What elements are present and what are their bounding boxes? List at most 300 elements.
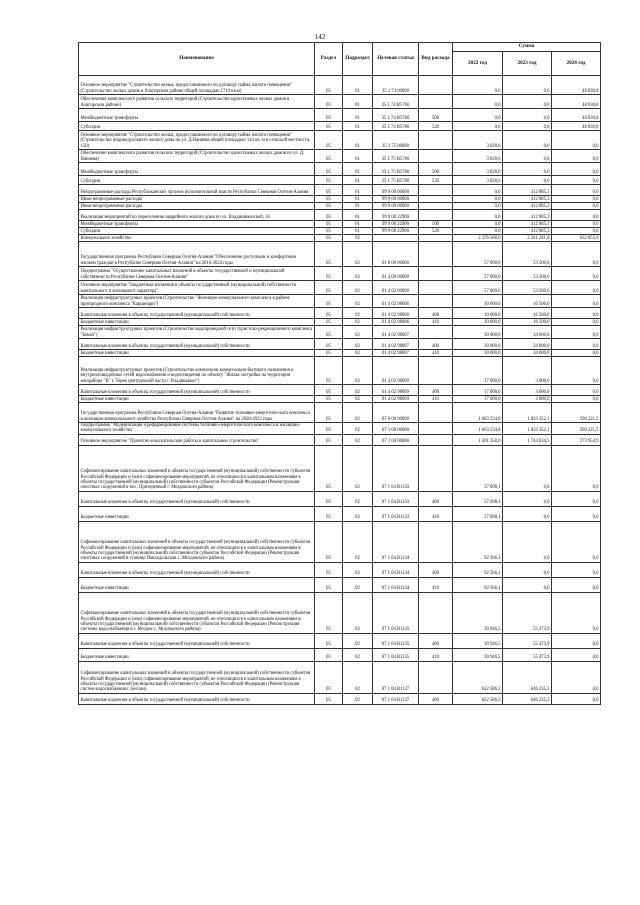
row-sum-2023: 1 833 352,1: [503, 403, 552, 423]
row-target: 01 4 02 98006: [373, 308, 419, 319]
row-subsection: 01: [343, 122, 373, 131]
row-sum-2022: 1 501 358,0: [453, 434, 503, 445]
row-sum-2024: 390 221,5: [552, 423, 601, 435]
row-name: Обеспечение комплексного развития сельских территорий (Строительство одноэтажных жилых домов в Алагирском районе): [79, 95, 315, 109]
table-row: [79, 295, 601, 308]
row-section: 05: [315, 319, 343, 326]
row-section: 05: [315, 350, 343, 357]
row-name: Капитальные вложения в объекты государственной (муниципальной) собственности: [79, 308, 315, 319]
row-section: 05: [315, 445, 343, 491]
row-name: Реализация инфраструктурных проектов (Строительство водопроводной сети туристско-рекреационного комплекса "Бекан"): [79, 326, 315, 339]
row-section: 05: [315, 339, 343, 350]
row-sum-2023: 412 885,3: [503, 203, 552, 210]
row-name: Непрограммные расходы Республиканских органов исполнительной власти Республики Северная Осетия-Алания: [79, 185, 315, 196]
row-expense-type: [419, 661, 453, 693]
row-target: 07 1 04 R1135: [373, 633, 419, 648]
row-name: Капитальные вложения в объекты государственной (муниципальной) собственности: [79, 339, 315, 350]
row-sum-2023: 412 885,3: [503, 221, 552, 228]
row-name: Софинансирование капитальных вложений в объекты государственной (муниципальной) собственности субъектов Российской Федерации и (или) софинансирование мероприятий, не относящихся к капитальным вложениям в объекты государственной (муниципальной) собственности субъектов Российской Федерации (Реконструкция очистных сооружений в станице Павлодольская с. Моздокского района): [79, 521, 315, 562]
table-row: [79, 326, 601, 339]
row-sum-2024: 0,0: [552, 295, 601, 308]
table-row: [79, 308, 601, 319]
table-row: [79, 577, 601, 592]
row-expense-type: [419, 196, 453, 203]
row-expense-type: [419, 521, 453, 562]
row-target: 07 1 04 R1133: [373, 445, 419, 491]
row-name: Бюджетные инвестиции: [79, 350, 315, 357]
row-subsection: 02: [343, 445, 373, 491]
row-expense-type: 410: [419, 350, 453, 357]
row-subsection: 01: [343, 203, 373, 210]
row-sum-2022: 37 698,1: [453, 445, 503, 491]
table-row: [79, 385, 601, 396]
row-target: 35 1 74 R5760: [373, 122, 419, 131]
row-subsection: 01: [343, 176, 373, 185]
row-sum-2022: 3 028,6: [453, 131, 503, 150]
table-row: [79, 693, 601, 704]
row-subsection: 02: [343, 648, 373, 661]
row-name: Основное мероприятие "Строительство жилья, предоставляемого по договору найма жилого помещения" (Строительство жилых домов в Алагирском районе общей площадью 1710 кв.м): [79, 76, 315, 95]
row-sum-2022: 92 566,1: [453, 577, 503, 592]
row-sum-2024: 0,0: [552, 577, 601, 592]
row-section: 05: [315, 661, 343, 693]
table-row: [79, 176, 601, 185]
row-subsection: 02: [343, 693, 373, 704]
row-target: 99 9 00 00000: [373, 203, 419, 210]
row-sum-2023: 34 000,0: [503, 339, 552, 350]
row-name: Основное мероприятие "Проектно-изыскательские работы и капитальное строительство": [79, 434, 315, 445]
row-sum-2024: 0,0: [552, 396, 601, 403]
row-sum-2023: 2 341 241,6: [503, 235, 552, 242]
row-name: Государственная программа Республики Северная Осетия-Алания "Развитие топливно-энергетического комплекса и жилищно-коммунального хозяйства Республики Северная Осетия-Алания" на 2020-2022 годы: [79, 403, 315, 423]
row-subsection: 01: [343, 163, 373, 176]
row-section: 05: [315, 163, 343, 176]
row-section: 05: [315, 203, 343, 210]
table-row: [79, 521, 601, 562]
row-sum-2024: 0,0: [552, 150, 601, 163]
row-sum-2023: 53 500,0: [503, 242, 552, 267]
header-2024: 2024 год: [552, 52, 601, 76]
row-expense-type: 410: [419, 506, 453, 521]
table-row: [79, 235, 601, 242]
row-name: Государственная программа Республики Северная Осетия-Алания "Обеспечение доступным и комфортным жильем граждан в Республике Северная Осетия-Алания" на 2016-2024 годы: [79, 242, 315, 267]
table-row: [79, 203, 601, 210]
table-row: [79, 267, 601, 281]
row-expense-type: [419, 357, 453, 385]
row-section: 05: [315, 491, 343, 506]
row-sum-2022: 3 028,6: [453, 163, 503, 176]
row-sum-2024: 0,0: [552, 163, 601, 176]
row-target: 35 1 75 R5760: [373, 150, 419, 163]
row-name: Софинансирование капитальных вложений в объекты государственной (муниципальной) собственности субъектов Российской Федерации и (или) софинансирование мероприятий, не относящихся к капитальным вложениям в объекты государственной (муниципальной) собственности субъектов Российской Федерации (Реконструкция систем водоснабжения г. Беслан): [79, 661, 315, 693]
row-sum-2023: 412 885,3: [503, 210, 552, 221]
row-name: Капитальные вложения в объекты государственной (муниципальной) собственности: [79, 693, 315, 704]
row-sum-2022: 17 000,0: [453, 385, 503, 396]
row-name: Капитальные вложения в объекты государственной (муниципальной) собственности: [79, 491, 315, 506]
row-section: 05: [315, 150, 343, 163]
row-sum-2024: 0,0: [552, 562, 601, 577]
row-sum-2023: 0,0: [503, 506, 552, 521]
row-sum-2022: 1 663 234,8: [453, 403, 503, 423]
row-expense-type: 520: [419, 122, 453, 131]
row-expense-type: 500: [419, 109, 453, 122]
row-subsection: 02: [343, 661, 373, 693]
row-target: 01 4 02 98006: [373, 319, 419, 326]
row-section: 05: [315, 242, 343, 267]
row-target: 07 0 00 00000: [373, 403, 419, 423]
row-target: 35 1 74 R5760: [373, 95, 419, 109]
row-name: Субсидии: [79, 122, 315, 131]
table-row: [79, 562, 601, 577]
row-name: Коммунальное хозяйство: [79, 235, 315, 242]
row-section: 05: [315, 577, 343, 592]
table-row: [79, 396, 601, 403]
row-subsection: 02: [343, 423, 373, 435]
row-name: Межбюджетные трансферты: [79, 163, 315, 176]
row-expense-type: [419, 423, 453, 435]
table-row: [79, 661, 601, 693]
row-expense-type: [419, 235, 453, 242]
row-subsection: 02: [343, 319, 373, 326]
row-name: Субсидии: [79, 176, 315, 185]
row-target: 01 4 02 98009: [373, 385, 419, 396]
row-sum-2023: 3 000,0: [503, 396, 552, 403]
table-row: [79, 350, 601, 357]
row-sum-2024: 0,0: [552, 267, 601, 281]
row-target: 07 1 00 00000: [373, 423, 419, 435]
row-name: Иные непрограммные расходы: [79, 196, 315, 203]
row-sum-2022: 0,0: [453, 185, 503, 196]
row-sum-2023: 412 885,3: [503, 185, 552, 196]
table-row: [79, 506, 601, 521]
row-name: Реализация инфраструктурных проектов (Строительство "Жилищно-коммунального комплекса в районе пригородного комплекса "Карцинари"): [79, 295, 315, 308]
page-number: 142: [314, 33, 326, 41]
row-name: Межбюджетные трансферты: [79, 109, 315, 122]
table-row: [79, 131, 601, 150]
row-subsection: 02: [343, 577, 373, 592]
row-subsection: 02: [343, 434, 373, 445]
row-sum-2023: 0,0: [503, 562, 552, 577]
row-target: 01 0 00 00000: [373, 242, 419, 267]
table-row: [79, 122, 601, 131]
row-sum-2023: 0,0: [503, 150, 552, 163]
row-sum-2024: 0,0: [552, 506, 601, 521]
row-expense-type: [419, 150, 453, 163]
row-sum-2022: 17 000,0: [453, 357, 503, 385]
row-sum-2024: 0,0: [552, 221, 601, 228]
row-sum-2024: 0,0: [552, 203, 601, 210]
row-expense-type: 410: [419, 396, 453, 403]
row-section: 05: [315, 185, 343, 196]
row-name: Подпрограмма "Модернизация и реформирование системы топливно-энергетического комплекса и жилищно-коммунального хозяйства": [79, 423, 315, 435]
row-sum-2022: 30 946,5: [453, 648, 503, 661]
row-sum-2024: 48 830,8: [552, 95, 601, 109]
row-sum-2023: 16 500,0: [503, 308, 552, 319]
row-sum-2022: 0,0: [453, 196, 503, 203]
row-name: Бюджетные инвестиции: [79, 648, 315, 661]
row-section: 05: [315, 131, 343, 150]
table-row: [79, 109, 601, 122]
row-target: 07 1 04 R1135: [373, 592, 419, 633]
row-name: Софинансирование капитальных вложений в объекты государственной (муниципальной) собственности субъектов Российской Федерации и (или) софинансирование мероприятий, не относящихся к капитальным вложениям в объекты государственной (муниципальной) собственности субъектов Российской Федерации (Реконструкция очистных сооружений в пос. Притеречный г. Моздокского района): [79, 445, 315, 491]
table-row: [79, 434, 601, 445]
row-sum-2022: 3 028,6: [453, 176, 503, 185]
row-target: 07 1 04 R1134: [373, 577, 419, 592]
row-target: 01 4 02 98007: [373, 339, 419, 350]
row-target: 99 9 00 22900: [373, 210, 419, 221]
row-name: Капитальные вложения в объекты государственной (муниципальной) собственности: [79, 633, 315, 648]
row-sum-2023: 0,0: [503, 95, 552, 109]
row-name: Бюджетные инвестиции: [79, 396, 315, 403]
row-sum-2023: 646 235,3: [503, 693, 552, 704]
row-sum-2022: 30 000,0: [453, 326, 503, 339]
row-section: 05: [315, 221, 343, 228]
row-expense-type: 400: [419, 491, 453, 506]
row-sum-2024: 0,0: [552, 131, 601, 150]
row-sum-2024: 390 221,5: [552, 403, 601, 423]
row-name: Субсидии: [79, 228, 315, 235]
row-sum-2024: 273 954,9: [552, 434, 601, 445]
row-section: 05: [315, 76, 343, 95]
row-sum-2024: 0,0: [552, 648, 601, 661]
row-sum-2023: 16 500,0: [503, 319, 552, 326]
row-sum-2022: 1 663 234,8: [453, 423, 503, 435]
row-sum-2022: 92 566,1: [453, 521, 503, 562]
row-sum-2024: 0,0: [552, 176, 601, 185]
row-sum-2022: 0,0: [453, 109, 503, 122]
row-sum-2024: 0,0: [552, 592, 601, 633]
row-subsection: 01: [343, 196, 373, 203]
row-expense-type: 500: [419, 221, 453, 228]
row-expense-type: 520: [419, 176, 453, 185]
row-section: 05: [315, 196, 343, 203]
row-sum-2023: 0,0: [503, 445, 552, 491]
row-subsection: 02: [343, 521, 373, 562]
row-target: 35 1 75 00000: [373, 131, 419, 150]
row-name: Межбюджетные трансферты: [79, 221, 315, 228]
header-2022: 2022 год: [453, 52, 503, 76]
row-sum-2022: 622 586,3: [453, 661, 503, 693]
row-sum-2022: 37 698,1: [453, 491, 503, 506]
row-target: 01 4 02 98006: [373, 295, 419, 308]
row-subsection: 02: [343, 281, 373, 295]
row-expense-type: 410: [419, 319, 453, 326]
table-row: [79, 423, 601, 435]
table-row: [79, 592, 601, 633]
row-subsection: 02: [343, 592, 373, 633]
row-sum-2022: 0,0: [453, 95, 503, 109]
row-section: 05: [315, 176, 343, 185]
row-sum-2024: 0,0: [552, 196, 601, 203]
row-sum-2022: 2 376 568,0: [453, 235, 503, 242]
row-name: Обеспечение комплексного развития сельских территорий (Строительство одноэтажных жилых домов по ул. Д. Наниева): [79, 150, 315, 163]
row-section: 05: [315, 326, 343, 339]
row-sum-2023: 0,0: [503, 521, 552, 562]
row-sum-2023: 53 500,0: [503, 267, 552, 281]
row-sum-2023: 34 000,0: [503, 326, 552, 339]
row-sum-2023: 1 833 352,1: [503, 423, 552, 435]
table-row: [79, 242, 601, 267]
row-sum-2022: 57 000,0: [453, 242, 503, 267]
row-target: 99 9 00 00000: [373, 196, 419, 203]
row-subsection: 02: [343, 403, 373, 423]
row-sum-2023: 3 000,0: [503, 385, 552, 396]
row-name: Капитальные вложения в объекты государственной (муниципальной) собственности: [79, 385, 315, 396]
row-section: 05: [315, 295, 343, 308]
row-sum-2024: 48 830,8: [552, 109, 601, 122]
row-expense-type: [419, 326, 453, 339]
row-sum-2023: 1 744 834,5: [503, 434, 552, 445]
row-expense-type: 400: [419, 385, 453, 396]
row-subsection: 02: [343, 235, 373, 242]
row-sum-2024: 0,0: [552, 491, 601, 506]
row-sum-2023: 0,0: [503, 109, 552, 122]
row-sum-2023: 0,0: [503, 131, 552, 150]
row-target: 07 1 04 R1133: [373, 506, 419, 521]
row-sum-2023: 55 473,9: [503, 633, 552, 648]
row-expense-type: 400: [419, 339, 453, 350]
row-expense-type: [419, 185, 453, 196]
row-target: 99 9 00 22900: [373, 228, 419, 235]
row-subsection: 01: [343, 109, 373, 122]
row-subsection: 01: [343, 221, 373, 228]
header-sum: Сумма: [453, 43, 601, 52]
row-subsection: 02: [343, 506, 373, 521]
row-subsection: 01: [343, 185, 373, 196]
row-subsection: 01: [343, 131, 373, 150]
row-sum-2023: 646 235,3: [503, 661, 552, 693]
row-sum-2022: 37 698,1: [453, 506, 503, 521]
row-name: Реализация мероприятий по переселению аварийного жилого дома по ул. Владикавказской, 34: [79, 210, 315, 221]
row-sum-2022: 0,0: [453, 221, 503, 228]
row-name: Подпрограмма "Осуществление капитальных вложений в объекты государственной и муниципальной собственности Республики Северная Осетия-Алания": [79, 267, 315, 281]
row-sum-2024: 0,0: [552, 185, 601, 196]
row-sum-2022: 10 000,0: [453, 319, 503, 326]
header-expense-type: Вид расхода: [419, 43, 453, 76]
row-target: 35 1 75 R5760: [373, 163, 419, 176]
header-name: Наименование: [79, 43, 315, 76]
row-sum-2023: 16 500,0: [503, 295, 552, 308]
row-subsection: 02: [343, 242, 373, 267]
row-sum-2023: 0,0: [503, 577, 552, 592]
row-subsection: 02: [343, 350, 373, 357]
row-sum-2022: 30 946,5: [453, 592, 503, 633]
table-row: [79, 491, 601, 506]
row-target: [373, 235, 419, 242]
row-sum-2022: 10 000,0: [453, 295, 503, 308]
row-expense-type: 500: [419, 163, 453, 176]
row-section: 05: [315, 396, 343, 403]
row-section: 05: [315, 562, 343, 577]
table-row: [79, 228, 601, 235]
row-name: Основное мероприятие "Бюджетные вложения в объекты государственной (муниципальной) собственности капитального и жилищного характера": [79, 281, 315, 295]
row-section: 05: [315, 506, 343, 521]
row-sum-2022: 30 000,0: [453, 350, 503, 357]
row-sum-2024: 0,0: [552, 521, 601, 562]
row-expense-type: [419, 295, 453, 308]
row-sum-2024: 0,0: [552, 308, 601, 319]
row-subsection: 01: [343, 95, 373, 109]
row-sum-2022: 57 000,0: [453, 281, 503, 295]
row-name: Иные непрограммные расходы: [79, 203, 315, 210]
row-subsection: 02: [343, 357, 373, 385]
row-sum-2024: 632 055,9: [552, 235, 601, 242]
row-section: 05: [315, 357, 343, 385]
row-expense-type: [419, 95, 453, 109]
row-sum-2022: 17 000,0: [453, 396, 503, 403]
row-sum-2024: 0,0: [552, 350, 601, 357]
row-sum-2023: 412 885,3: [503, 228, 552, 235]
row-section: 05: [315, 648, 343, 661]
row-target: 01 4 02 98009: [373, 396, 419, 403]
row-sum-2022: 0,0: [453, 203, 503, 210]
row-expense-type: 410: [419, 648, 453, 661]
header-section: Раздел: [315, 43, 343, 76]
row-sum-2024: 0,0: [552, 693, 601, 704]
row-expense-type: [419, 267, 453, 281]
row-section: 05: [315, 210, 343, 221]
row-target: 35 1 74 R5760: [373, 109, 419, 122]
row-name: Реализация инфраструктурных проектов (Строительство комплексов коммунально-бытового назначения и внутриплощадочных сетей водоснабжения и водоотведения по объекту "Жилая застройка на территории жилрайона "В" г. Терек центральной части г. Владикавказ"): [79, 357, 315, 385]
row-sum-2024: 0,0: [552, 326, 601, 339]
row-expense-type: 400: [419, 693, 453, 704]
row-subsection: 02: [343, 633, 373, 648]
row-section: 05: [315, 235, 343, 242]
row-sum-2024: 0,0: [552, 228, 601, 235]
row-section: 05: [315, 423, 343, 435]
row-subsection: 02: [343, 385, 373, 396]
row-sum-2024: 0,0: [552, 445, 601, 491]
row-section: 05: [315, 228, 343, 235]
row-subsection: 02: [343, 267, 373, 281]
table-row: [79, 221, 601, 228]
row-sum-2024: 0,0: [552, 385, 601, 396]
row-expense-type: [419, 203, 453, 210]
header-target: Целевая статья: [373, 43, 419, 76]
row-sum-2023: 0,0: [503, 491, 552, 506]
row-section: 05: [315, 434, 343, 445]
row-section: 05: [315, 521, 343, 562]
row-subsection: 02: [343, 326, 373, 339]
row-subsection: 02: [343, 562, 373, 577]
table-row: [79, 319, 601, 326]
row-target: 01 4 02 98007: [373, 350, 419, 357]
row-sum-2024: 48 830,8: [552, 76, 601, 95]
row-sum-2022: 3 028,6: [453, 150, 503, 163]
table-row: [79, 633, 601, 648]
header-2023: 2023 год: [503, 52, 552, 76]
row-section: 05: [315, 267, 343, 281]
row-section: 05: [315, 592, 343, 633]
row-sum-2022: 622 586,3: [453, 693, 503, 704]
row-target: 99 9 00 00000: [373, 185, 419, 196]
row-sum-2024: 0,0: [552, 357, 601, 385]
row-expense-type: [419, 445, 453, 491]
row-subsection: 02: [343, 396, 373, 403]
row-sum-2023: 0,0: [503, 176, 552, 185]
row-sum-2022: 0,0: [453, 228, 503, 235]
row-sum-2024: 0,0: [552, 339, 601, 350]
row-target: 07 1 04 R1137: [373, 693, 419, 704]
table-row: [79, 357, 601, 385]
row-expense-type: 400: [419, 562, 453, 577]
row-section: 05: [315, 109, 343, 122]
row-section: 05: [315, 403, 343, 423]
row-target: 07 1 04 00000: [373, 434, 419, 445]
table-row: [79, 150, 601, 163]
table-row: [79, 185, 601, 196]
row-name: Софинансирование капитальных вложений в объекты государственной (муниципальной) собственности субъектов Российской Федерации и (или) софинансирование мероприятий, не относящихся к капитальным вложениям в объекты государственной (муниципальной) собственности субъектов Российской Федерации (Реконструкция системы водоснабжения в г. Моздок с. Моздокского района): [79, 592, 315, 633]
